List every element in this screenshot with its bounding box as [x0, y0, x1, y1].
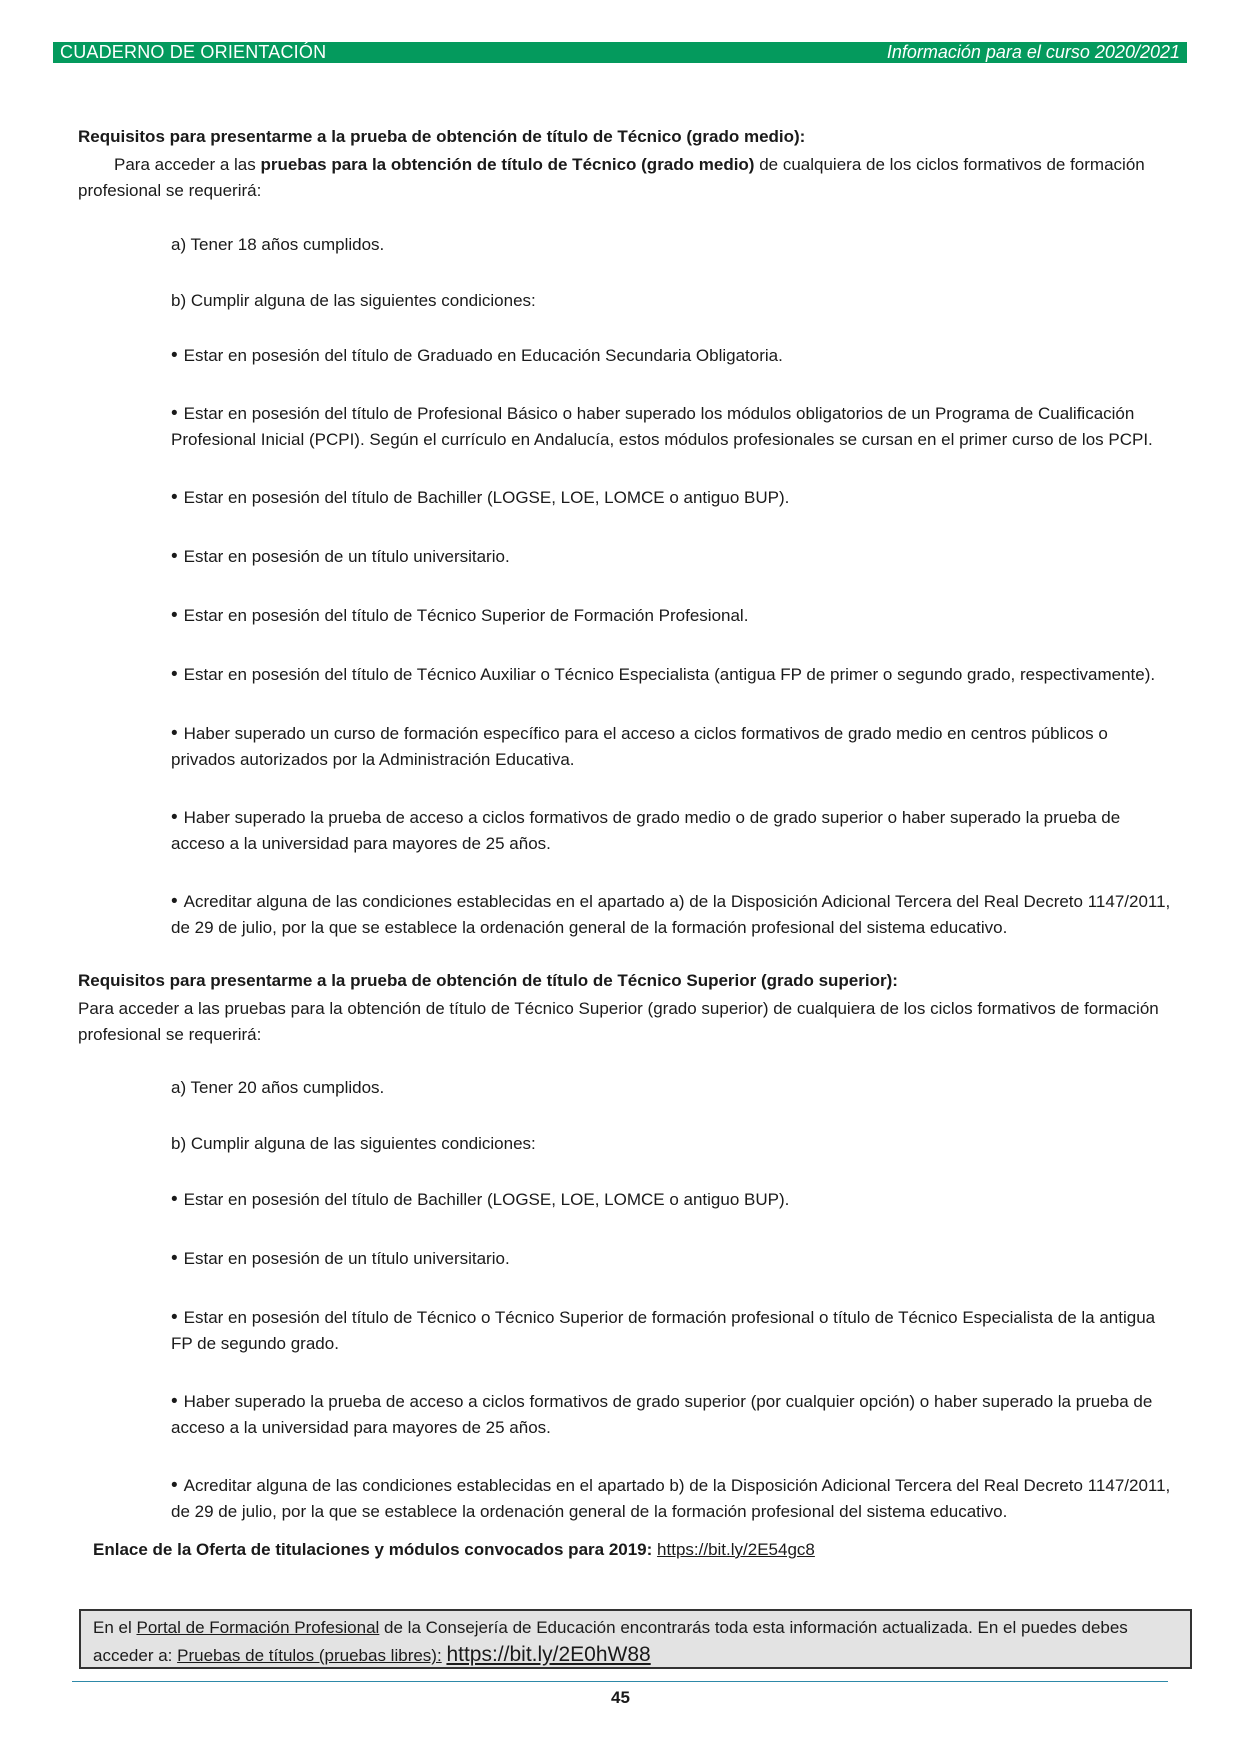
- bullet-icon: •: [171, 546, 178, 567]
- pruebas-libres-link[interactable]: Pruebas de títulos (pruebas libres):: [177, 1646, 442, 1665]
- bullet-icon: •: [171, 1189, 178, 1210]
- section1-intro-pre: Para acceder a las: [114, 155, 261, 174]
- bullet-icon: •: [171, 1475, 178, 1496]
- header-bar: [53, 42, 1187, 63]
- list-item: [171, 1305, 1171, 1357]
- page-number: 45: [611, 1688, 630, 1707]
- bullet-icon: •: [171, 1307, 178, 1328]
- portal-fp-link[interactable]: Portal de Formación Profesional: [136, 1618, 380, 1637]
- bullet-icon: •: [171, 345, 178, 366]
- list-item: [171, 721, 1171, 773]
- bullet-icon: •: [171, 1391, 178, 1412]
- offer-link-label: Enlace de la Oferta de titulaciones y módulos convocados para 2019:: [93, 1540, 653, 1559]
- list-item-text: Acreditar alguna de las condiciones establecidas en el apartado a) de la Disposición Adicional Tercera del Real Decreto 1147/2011, de 29 de julio, por la que se establece la ordenación general de la formación profesional del sistema educativo.: [171, 892, 1171, 937]
- section2-heading: Requisitos para presentarme a la prueba de obtención de título de Técnico Superior (grado superior):: [78, 971, 898, 990]
- list-item: [171, 1473, 1171, 1525]
- list-item-text: Acreditar alguna de las condiciones establecidas en el apartado b) de la Disposición Adicional Tercera del Real Decreto 1147/2011, de 29 de julio, por la que se establece la ordenación general de la formación profesional del sistema educativo.: [171, 1476, 1171, 1521]
- list-item: [171, 401, 1171, 453]
- section2-item-a: a) Tener 20 años cumplidos.: [171, 1078, 385, 1097]
- bullet-icon: •: [171, 723, 178, 744]
- list-item: [171, 1246, 1171, 1272]
- list-item-text: Haber superado la prueba de acceso a ciclos formativos de grado superior (por cualquier opción) o haber superado la prueba de acceso a la universidad para mayores de 25 años.: [171, 1392, 1153, 1437]
- section1-item-b: b) Cumplir alguna de las siguientes condiciones:: [171, 291, 536, 310]
- list-item: [171, 1389, 1171, 1441]
- list-item-text: Estar en posesión del título de Graduado en Educación Secundaria Obligatoria.: [183, 346, 783, 365]
- bullet-icon: •: [171, 664, 178, 685]
- footer-divider: [72, 1681, 1168, 1682]
- offer-link-line: [93, 1537, 815, 1563]
- list-item: [171, 662, 1171, 688]
- list-item-text: Estar en posesión de un título universitario.: [183, 547, 510, 566]
- list-item-text: Estar en posesión del título de Profesional Básico o haber superado los módulos obligatorios de un Programa de Cualificación Profesional Inicial (PCPI). Según el currículo en Andalucía, estos módulos profesionales se cursan en el primer curso de los PCPI.: [171, 404, 1153, 449]
- list-item: [171, 1187, 1171, 1213]
- list-item: [171, 805, 1171, 857]
- bullet-icon: •: [171, 605, 178, 626]
- section1-heading: Requisitos para presentarme a la prueba de obtención de título de Técnico (grado medio):: [78, 127, 806, 146]
- section2-item-b: b) Cumplir alguna de las siguientes condiciones:: [171, 1134, 536, 1153]
- bullet-icon: •: [171, 891, 178, 912]
- list-item-text: Estar en posesión del título de Técnico Superior de Formación Profesional.: [183, 606, 749, 625]
- bullet-icon: •: [171, 807, 178, 828]
- list-item: [171, 485, 1171, 511]
- list-item-text: Haber superado la prueba de acceso a ciclos formativos de grado medio o de grado superior o haber superado la prueba de acceso a la universidad para mayores de 25 años.: [171, 808, 1121, 853]
- note-text-pre: En el: [93, 1618, 137, 1637]
- list-item: [171, 343, 1171, 369]
- pruebas-url-link[interactable]: https://bit.ly/2E0hW88: [446, 1643, 651, 1666]
- section1-intro-post: de cualquiera de los ciclos formativos de formación profesional se requerirá:: [78, 155, 1145, 200]
- bullet-icon: •: [171, 487, 178, 508]
- offer-link[interactable]: https://bit.ly/2E54gc8: [657, 1540, 815, 1559]
- list-item: [171, 889, 1171, 941]
- header-title: CUADERNO DE ORIENTACIÓN: [60, 42, 327, 62]
- list-item: [171, 544, 1171, 570]
- list-item-text: Estar en posesión del título de Técnico Auxiliar o Técnico Especialista (antigua FP de primer o segundo grado, respectivamente).: [183, 665, 1156, 684]
- list-item-text: Estar en posesión de un título universitario.: [183, 1249, 510, 1268]
- list-item-text: Estar en posesión del título de Bachiller (LOGSE, LOE, LOMCE o antiguo BUP).: [183, 1190, 790, 1209]
- note-text-mid: de la Consejería de Educación encontrarás toda esta información actualizada. En el puedes debes acceder a:: [93, 1618, 1128, 1665]
- section1-intro: [78, 152, 1178, 204]
- bullet-icon: •: [171, 403, 178, 424]
- section1-intro-bold: pruebas para la obtención de título de Técnico (grado medio): [260, 155, 755, 174]
- bullet-icon: •: [171, 1248, 178, 1269]
- list-item-text: Estar en posesión del título de Técnico o Técnico Superior de formación profesional o título de Técnico Especialista de la antigua FP de segundo grado.: [171, 1308, 1156, 1353]
- list-item: [171, 603, 1171, 629]
- section2-intro: Para acceder a las pruebas para la obtención de título de Técnico Superior (grado superior) de cualquiera de los ciclos formativos de formación profesional se requerirá:: [78, 999, 1159, 1044]
- info-note-box: [79, 1609, 1192, 1669]
- list-item-text: Haber superado un curso de formación específico para el acceso a ciclos formativos de grado medio en centros públicos o privados autorizados por la Administración Educativa.: [171, 724, 1108, 769]
- header-course-info: Información para el curso 2020/2021: [886, 42, 1180, 62]
- section1-item-a: a) Tener 18 años cumplidos.: [171, 235, 385, 254]
- list-item-text: Estar en posesión del título de Bachiller (LOGSE, LOE, LOMCE o antiguo BUP).: [183, 488, 790, 507]
